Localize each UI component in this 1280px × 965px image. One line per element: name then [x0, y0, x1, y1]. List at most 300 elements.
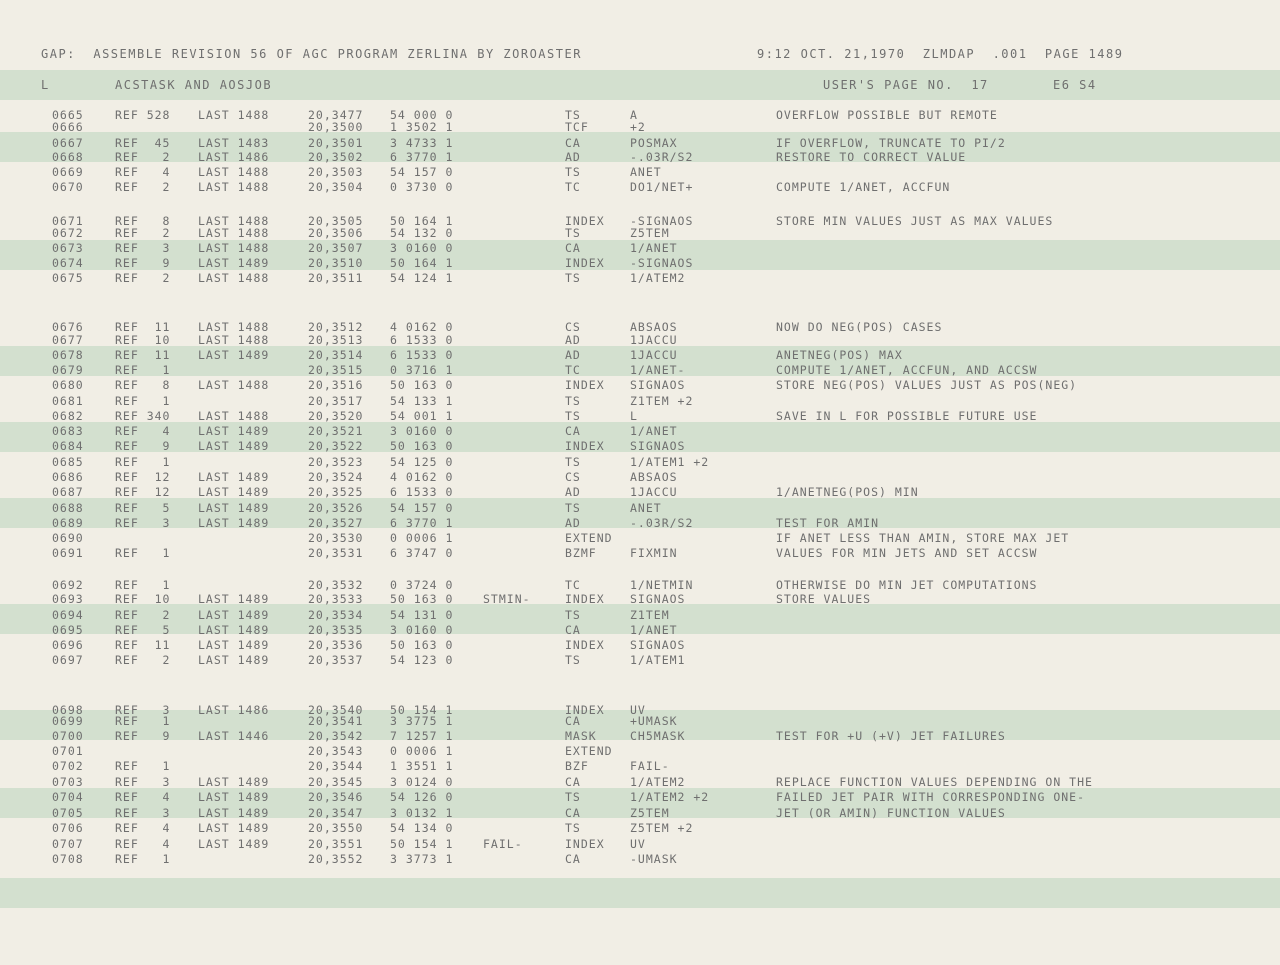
octal-word: 6 3770 1 — [390, 516, 454, 530]
seq-number: 0696 — [52, 638, 84, 652]
seq-number: 0683 — [52, 424, 84, 438]
last-ref: LAST 1489 — [198, 638, 270, 652]
ref-count: REF 2 — [115, 226, 171, 240]
last-ref: LAST 1489 — [198, 806, 270, 820]
address: 20,3507 — [308, 241, 364, 255]
address: 20,3540 — [308, 703, 364, 717]
last-ref: LAST 1488 — [198, 214, 270, 228]
operand: 1JACCU — [630, 348, 678, 362]
ref-count: REF 5 — [115, 623, 171, 637]
address: 20,3547 — [308, 806, 364, 820]
seq-number: 0692 — [52, 578, 84, 592]
address: 20,3517 — [308, 394, 364, 408]
listing-line — [0, 455, 1280, 469]
address: 20,3537 — [308, 653, 364, 667]
ref-count: REF 9 — [115, 439, 171, 453]
address: 20,3536 — [308, 638, 364, 652]
seq-number: 0705 — [52, 806, 84, 820]
seq-number: 0706 — [52, 821, 84, 835]
opcode: TS — [565, 821, 581, 835]
last-ref: LAST 1489 — [198, 348, 270, 362]
octal-word: 54 132 0 — [390, 226, 454, 240]
listing-line — [0, 790, 1280, 804]
seq-number: 0677 — [52, 333, 84, 347]
seq-number: 0682 — [52, 409, 84, 423]
seq-number: 0693 — [52, 592, 84, 606]
opcode: TS — [565, 409, 581, 423]
octal-word: 54 124 1 — [390, 271, 454, 285]
operand: Z5TEM +2 — [630, 821, 694, 835]
seq-number: 0675 — [52, 271, 84, 285]
operand: FAIL- — [630, 759, 670, 773]
octal-word: 54 126 0 — [390, 790, 454, 804]
seq-number: 0690 — [52, 531, 84, 545]
comment: STORE VALUES — [776, 592, 872, 606]
comment: STORE NEG(POS) VALUES JUST AS POS(NEG) — [776, 378, 1078, 392]
listing-line — [0, 729, 1280, 743]
address: 20,3501 — [308, 136, 364, 150]
last-ref: LAST 1488 — [198, 409, 270, 423]
octal-word: 0 3730 0 — [390, 180, 454, 194]
last-ref: LAST 1446 — [198, 729, 270, 743]
operand: SIGNAOS — [630, 378, 686, 392]
listing-line — [0, 136, 1280, 150]
octal-word: 6 1533 0 — [390, 485, 454, 499]
seq-number: 0703 — [52, 775, 84, 789]
seq-number: 0687 — [52, 485, 84, 499]
operand: FIXMIN — [630, 546, 678, 560]
seq-number: 0698 — [52, 703, 84, 717]
last-ref: LAST 1489 — [198, 485, 270, 499]
listing-line — [0, 821, 1280, 835]
octal-word: 54 133 1 — [390, 394, 454, 408]
address: 20,3530 — [308, 531, 364, 545]
octal-word: 50 164 1 — [390, 214, 454, 228]
operand: ANET — [630, 501, 662, 515]
ref-count: REF 2 — [115, 608, 171, 622]
subheader-code: E6 S4 — [1053, 78, 1097, 92]
octal-word: 0 3724 0 — [390, 578, 454, 592]
seq-number: 0665 — [52, 108, 84, 122]
ref-count: REF 9 — [115, 256, 171, 270]
operand: CH5MASK — [630, 729, 686, 743]
operand: L — [630, 409, 638, 423]
ref-count: REF 3 — [115, 516, 171, 530]
seq-number: 0673 — [52, 241, 84, 255]
operand: 1/ATEM1 — [630, 653, 686, 667]
octal-word: 1 3502 1 — [390, 120, 454, 134]
last-ref: LAST 1486 — [198, 150, 270, 164]
operand: 1JACCU — [630, 485, 678, 499]
operand: -UMASK — [630, 852, 678, 866]
last-ref: LAST 1489 — [198, 424, 270, 438]
operand: SIGNAOS — [630, 592, 686, 606]
comment: TEST FOR AMIN — [776, 516, 880, 530]
label: STMIN- — [483, 592, 531, 606]
seq-number: 0707 — [52, 837, 84, 851]
seq-number: 0700 — [52, 729, 84, 743]
opcode: INDEX — [565, 703, 605, 717]
address: 20,3514 — [308, 348, 364, 362]
seq-number: 0697 — [52, 653, 84, 667]
listing-line — [0, 546, 1280, 560]
opcode: CA — [565, 241, 581, 255]
paper-band — [0, 878, 1280, 908]
opcode: EXTEND — [565, 531, 613, 545]
ref-count: REF 528 — [115, 108, 171, 122]
address: 20,3531 — [308, 546, 364, 560]
comment: IF ANET LESS THAN AMIN, STORE MAX JET — [776, 531, 1070, 545]
opcode: TS — [565, 455, 581, 469]
comment: TEST FOR +U (+V) JET FAILURES — [776, 729, 1006, 743]
address: 20,3525 — [308, 485, 364, 499]
address: 20,3500 — [308, 120, 364, 134]
address: 20,3502 — [308, 150, 364, 164]
operand: UV — [630, 837, 646, 851]
listing-line — [0, 470, 1280, 484]
opcode: INDEX — [565, 378, 605, 392]
octal-word: 6 1533 0 — [390, 333, 454, 347]
listing-line — [0, 714, 1280, 728]
listing-line — [0, 320, 1280, 334]
seq-number: 0679 — [52, 363, 84, 377]
comment: SAVE IN L FOR POSSIBLE FUTURE USE — [776, 409, 1038, 423]
address: 20,3546 — [308, 790, 364, 804]
listing-line — [0, 363, 1280, 377]
octal-word: 3 0160 0 — [390, 424, 454, 438]
octal-word: 1 3551 1 — [390, 759, 454, 773]
opcode: CA — [565, 424, 581, 438]
address: 20,3550 — [308, 821, 364, 835]
ref-count: REF 11 — [115, 348, 171, 362]
comment: 1/ANETNEG(POS) MIN — [776, 485, 919, 499]
octal-word: 50 163 0 — [390, 439, 454, 453]
last-ref: LAST 1489 — [198, 608, 270, 622]
ref-count: REF 9 — [115, 729, 171, 743]
opcode: CA — [565, 775, 581, 789]
comment: IF OVERFLOW, TRUNCATE TO PI/2 — [776, 136, 1006, 150]
ref-count: REF 12 — [115, 485, 171, 499]
label: FAIL- — [483, 837, 523, 851]
octal-word: 50 164 1 — [390, 256, 454, 270]
ref-count: REF 4 — [115, 165, 171, 179]
operand: 1/ATEM2 — [630, 775, 686, 789]
operand: 1/ATEM1 +2 — [630, 455, 710, 469]
listing-line — [0, 531, 1280, 545]
ref-count: REF 8 — [115, 378, 171, 392]
octal-word: 0 0006 1 — [390, 744, 454, 758]
address: 20,3521 — [308, 424, 364, 438]
octal-word: 50 163 0 — [390, 638, 454, 652]
listing-line — [0, 775, 1280, 789]
opcode: CA — [565, 623, 581, 637]
operand: UV — [630, 703, 646, 717]
address: 20,3534 — [308, 608, 364, 622]
address: 20,3513 — [308, 333, 364, 347]
comment: COMPUTE 1/ANET, ACCFUN — [776, 180, 951, 194]
octal-word: 54 125 0 — [390, 455, 454, 469]
address: 20,3526 — [308, 501, 364, 515]
listing-line — [0, 226, 1280, 240]
address: 20,3552 — [308, 852, 364, 866]
seq-number: 0702 — [52, 759, 84, 773]
listing-line — [0, 501, 1280, 515]
operand: 1/ATEM2 +2 — [630, 790, 710, 804]
last-ref: LAST 1489 — [198, 256, 270, 270]
octal-word: 0 0006 1 — [390, 531, 454, 545]
last-ref: LAST 1489 — [198, 470, 270, 484]
octal-word: 3 3775 1 — [390, 714, 454, 728]
ref-count: REF 10 — [115, 592, 171, 606]
seq-number: 0695 — [52, 623, 84, 637]
operand: DO1/NET+ — [630, 180, 694, 194]
operand: 1/ANET — [630, 241, 678, 255]
opcode: CS — [565, 470, 581, 484]
seq-number: 0667 — [52, 136, 84, 150]
opcode: CS — [565, 320, 581, 334]
last-ref: LAST 1483 — [198, 136, 270, 150]
opcode: INDEX — [565, 214, 605, 228]
opcode: EXTEND — [565, 744, 613, 758]
opcode: TC — [565, 363, 581, 377]
last-ref: LAST 1488 — [198, 271, 270, 285]
opcode: BZF — [565, 759, 589, 773]
ref-count: REF 2 — [115, 150, 171, 164]
seq-number: 0686 — [52, 470, 84, 484]
opcode: TS — [565, 271, 581, 285]
ref-count: REF 4 — [115, 837, 171, 851]
ref-count: REF 4 — [115, 424, 171, 438]
ref-count: REF 5 — [115, 501, 171, 515]
operand: 1/ANET — [630, 623, 678, 637]
address: 20,3510 — [308, 256, 364, 270]
address: 20,3516 — [308, 378, 364, 392]
address: 20,3505 — [308, 214, 364, 228]
listing-line — [0, 180, 1280, 194]
operand: A — [630, 108, 638, 122]
ref-count: REF 1 — [115, 578, 171, 592]
seq-number: 0689 — [52, 516, 84, 530]
seq-number: 0669 — [52, 165, 84, 179]
operand: +2 — [630, 120, 646, 134]
listing-line — [0, 439, 1280, 453]
seq-number: 0670 — [52, 180, 84, 194]
listing-line — [0, 241, 1280, 255]
listing-line — [0, 516, 1280, 530]
octal-word: 54 134 0 — [390, 821, 454, 835]
last-ref: LAST 1488 — [198, 180, 270, 194]
octal-word: 0 3716 1 — [390, 363, 454, 377]
address: 20,3503 — [308, 165, 364, 179]
ref-count: REF 1 — [115, 759, 171, 773]
last-ref: LAST 1486 — [198, 703, 270, 717]
octal-word: 3 0132 1 — [390, 806, 454, 820]
address: 20,3545 — [308, 775, 364, 789]
seq-number: 0708 — [52, 852, 84, 866]
operand: 1/ANET- — [630, 363, 686, 377]
listing-line — [0, 578, 1280, 592]
opcode: AD — [565, 333, 581, 347]
last-ref: LAST 1489 — [198, 790, 270, 804]
opcode: CA — [565, 136, 581, 150]
comment: FAILED JET PAIR WITH CORRESPONDING ONE- — [776, 790, 1086, 804]
operand: -SIGNAOS — [630, 214, 694, 228]
listing-line — [0, 409, 1280, 423]
address: 20,3515 — [308, 363, 364, 377]
listing-line — [0, 256, 1280, 270]
page-subheader — [0, 78, 1280, 92]
octal-word: 6 1533 0 — [390, 348, 454, 362]
address: 20,3506 — [308, 226, 364, 240]
header-date-page: 9:12 OCT. 21,1970 ZLMDAP .001 PAGE 1489 — [757, 47, 1124, 61]
listing-line — [0, 485, 1280, 499]
comment: JET (OR AMIN) FUNCTION VALUES — [776, 806, 1006, 820]
last-ref: LAST 1488 — [198, 320, 270, 334]
last-ref: LAST 1489 — [198, 439, 270, 453]
last-ref: LAST 1489 — [198, 516, 270, 530]
operand: Z1TEM — [630, 608, 670, 622]
address: 20,3523 — [308, 455, 364, 469]
opcode: MASK — [565, 729, 597, 743]
ref-count: REF 2 — [115, 271, 171, 285]
octal-word: 54 131 0 — [390, 608, 454, 622]
opcode: INDEX — [565, 439, 605, 453]
ref-count: REF 3 — [115, 775, 171, 789]
operand: 1/ATEM2 — [630, 271, 686, 285]
listing-line — [0, 378, 1280, 392]
subheader-task: ACSTASK AND AOSJOB — [115, 78, 273, 92]
header-program-title: GAP: ASSEMBLE REVISION 56 OF AGC PROGRAM ZERLINA BY ZOROASTER — [41, 47, 582, 61]
operand: ABSAOS — [630, 470, 678, 484]
listing-line — [0, 394, 1280, 408]
ref-count: REF 1 — [115, 394, 171, 408]
octal-word: 4 0162 0 — [390, 320, 454, 334]
octal-word: 54 157 0 — [390, 165, 454, 179]
octal-word: 50 154 1 — [390, 703, 454, 717]
opcode: TC — [565, 180, 581, 194]
operand: -.03R/S2 — [630, 516, 694, 530]
octal-word: 50 163 0 — [390, 378, 454, 392]
page-header — [0, 47, 1280, 61]
last-ref: LAST 1489 — [198, 821, 270, 835]
ref-count: REF 4 — [115, 821, 171, 835]
opcode: TS — [565, 394, 581, 408]
ref-count: REF 45 — [115, 136, 171, 150]
opcode: INDEX — [565, 638, 605, 652]
opcode: AD — [565, 516, 581, 530]
ref-count: REF 2 — [115, 653, 171, 667]
listing-line — [0, 165, 1280, 179]
octal-word: 6 3747 0 — [390, 546, 454, 560]
seq-number: 0668 — [52, 150, 84, 164]
opcode: INDEX — [565, 256, 605, 270]
listing-line — [0, 333, 1280, 347]
seq-number: 0701 — [52, 744, 84, 758]
address: 20,3543 — [308, 744, 364, 758]
ref-count: REF 1 — [115, 714, 171, 728]
comment: VALUES FOR MIN JETS AND SET ACCSW — [776, 546, 1038, 560]
address: 20,3512 — [308, 320, 364, 334]
ref-count: REF 340 — [115, 409, 171, 423]
seq-number: 0678 — [52, 348, 84, 362]
last-ref: LAST 1489 — [198, 775, 270, 789]
comment: STORE MIN VALUES JUST AS MAX VALUES — [776, 214, 1054, 228]
listing-line — [0, 608, 1280, 622]
listing-line — [0, 348, 1280, 362]
last-ref: LAST 1488 — [198, 108, 270, 122]
ref-count: REF 8 — [115, 214, 171, 228]
opcode: CA — [565, 714, 581, 728]
ref-count: REF 11 — [115, 320, 171, 334]
ref-count: REF 3 — [115, 241, 171, 255]
operand: POSMAX — [630, 136, 678, 150]
opcode: TS — [565, 226, 581, 240]
opcode: INDEX — [565, 592, 605, 606]
last-ref: LAST 1489 — [198, 623, 270, 637]
opcode: AD — [565, 348, 581, 362]
listing-line — [0, 592, 1280, 606]
listing-line — [0, 806, 1280, 820]
seq-number: 0688 — [52, 501, 84, 515]
listing-line — [0, 424, 1280, 438]
octal-word: 3 0124 0 — [390, 775, 454, 789]
address: 20,3541 — [308, 714, 364, 728]
ref-count: REF 1 — [115, 546, 171, 560]
last-ref: LAST 1489 — [198, 837, 270, 851]
opcode: TS — [565, 165, 581, 179]
listing-line — [0, 759, 1280, 773]
operand: ABSAOS — [630, 320, 678, 334]
listing-line — [0, 150, 1280, 164]
listing-line — [0, 623, 1280, 637]
octal-word: 54 000 0 — [390, 108, 454, 122]
comment: RESTORE TO CORRECT VALUE — [776, 150, 967, 164]
ref-count: REF 1 — [115, 852, 171, 866]
seq-number: 0666 — [52, 120, 84, 134]
last-ref: LAST 1488 — [198, 165, 270, 179]
opcode: AD — [565, 150, 581, 164]
subheader-l: L — [41, 78, 50, 92]
opcode: CA — [565, 852, 581, 866]
address: 20,3504 — [308, 180, 364, 194]
address: 20,3532 — [308, 578, 364, 592]
subheader-users-page: USER'S PAGE NO. 17 — [823, 78, 989, 92]
address: 20,3520 — [308, 409, 364, 423]
ref-count: REF 10 — [115, 333, 171, 347]
listing-line — [0, 744, 1280, 758]
ref-count: REF 12 — [115, 470, 171, 484]
octal-word: 7 1257 1 — [390, 729, 454, 743]
ref-count: REF 3 — [115, 703, 171, 717]
operand: 1JACCU — [630, 333, 678, 347]
opcode: AD — [565, 485, 581, 499]
opcode: TS — [565, 608, 581, 622]
seq-number: 0681 — [52, 394, 84, 408]
octal-word: 54 123 0 — [390, 653, 454, 667]
opcode: TS — [565, 653, 581, 667]
octal-word: 50 154 1 — [390, 837, 454, 851]
listing-line — [0, 120, 1280, 134]
octal-word: 3 3773 1 — [390, 852, 454, 866]
operand: ANET — [630, 165, 662, 179]
seq-number: 0674 — [52, 256, 84, 270]
comment: ANETNEG(POS) MAX — [776, 348, 903, 362]
opcode: CA — [565, 806, 581, 820]
opcode: INDEX — [565, 837, 605, 851]
octal-word: 3 0160 0 — [390, 623, 454, 637]
octal-word: 4 0162 0 — [390, 470, 454, 484]
seq-number: 0685 — [52, 455, 84, 469]
